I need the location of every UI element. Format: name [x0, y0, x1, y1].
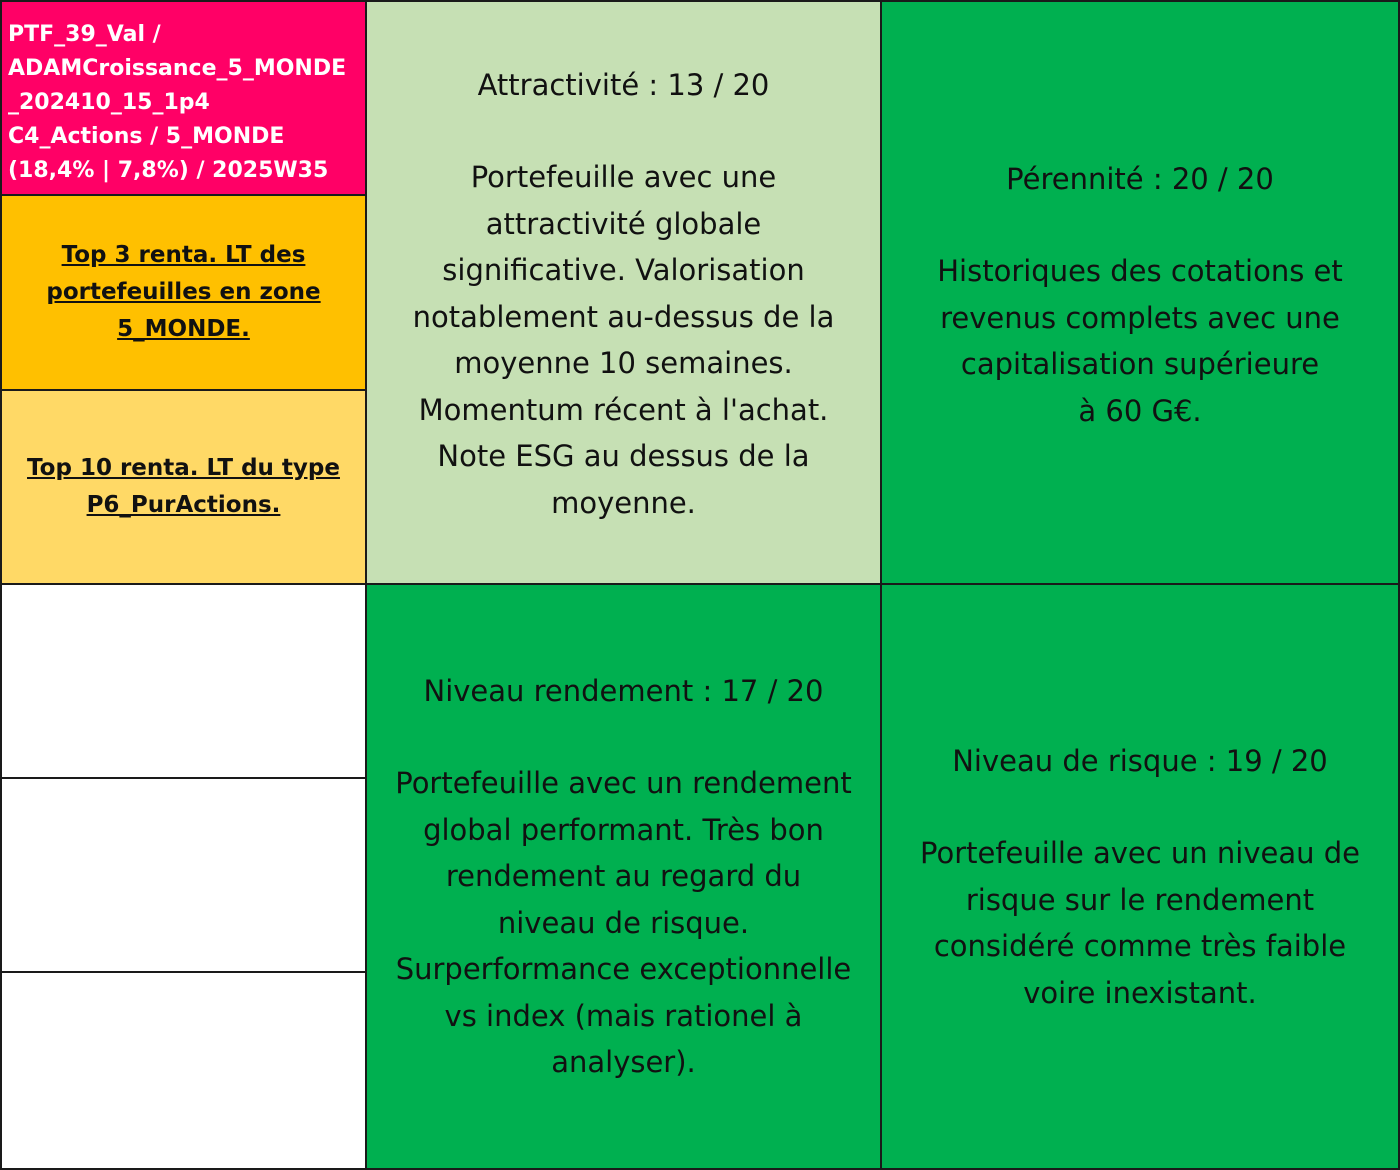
description-line: moyenne. — [551, 485, 696, 520]
description-line: global performant. Très bon — [423, 812, 824, 847]
portfolio-id-line: _202410_15_1p4 — [8, 90, 210, 115]
top3-ranking-cell — [2, 196, 365, 389]
description-line: risque sur le rendement — [965, 882, 1315, 917]
risque-cell — [882, 585, 1398, 1168]
perennite-score: Pérennité : 20 / 20 — [1006, 162, 1274, 196]
description-line: moyenne 10 semaines. — [454, 346, 793, 380]
description-line: Portefeuille avec un niveau de — [920, 836, 1360, 870]
description-line: capitalisation supérieure — [960, 347, 1320, 381]
perennite-cell — [882, 2, 1398, 583]
top3-ranking-line: 5_MONDE. — [117, 316, 250, 342]
description-line: Portefeuille avec une — [470, 160, 777, 194]
top10-ranking-line: Top 10 renta. LT du type — [27, 455, 340, 481]
description-line: analyser). — [551, 1045, 696, 1079]
description-line: Momentum récent à l'achat. — [418, 392, 829, 427]
description-line: vs index (mais rationel à — [444, 998, 803, 1033]
top10-ranking-cell — [2, 391, 365, 583]
risque-description — [920, 830, 1360, 1016]
top3-ranking-line: portefeuilles en zone — [46, 279, 321, 305]
portfolio-id-line: (18,4% | 7,8%) / 2025W35 — [8, 158, 329, 183]
description-line: notablement au-dessus de la — [412, 299, 835, 334]
portfolio-id-line: PTF_39_Val / — [8, 22, 161, 47]
attractivite-cell — [367, 2, 880, 583]
rendement-cell — [367, 585, 880, 1168]
description-line: voire inexistant. — [1023, 975, 1257, 1010]
description-line: Surperformance exceptionnelle — [395, 952, 852, 986]
empty-cell — [2, 779, 365, 971]
perennite-description — [937, 248, 1343, 434]
description-line: considéré comme très faible — [933, 929, 1347, 963]
risque-score: Niveau de risque : 19 / 20 — [952, 744, 1328, 778]
description-line: significative. Valorisation — [442, 253, 805, 287]
description-line: rendement au regard du — [445, 859, 802, 893]
attractivite-description — [413, 154, 835, 526]
rendement-description — [395, 760, 852, 1086]
portfolio-id-cell — [2, 2, 365, 194]
description-line: Note ESG au dessus de la — [437, 439, 810, 473]
description-line: Historiques des cotations et — [937, 254, 1343, 288]
description-line: niveau de risque. — [497, 905, 750, 940]
description-line: à 60 G€. — [1078, 393, 1202, 428]
description-line: Portefeuille avec un rendement — [395, 766, 852, 800]
top3-ranking-line: Top 3 renta. LT des — [61, 242, 306, 268]
portfolio-id-line: C4_Actions / 5_MONDE — [8, 124, 285, 149]
attractivite-score: Attractivité : 13 / 20 — [477, 68, 770, 102]
top10-ranking-line: P6_PurActions. — [86, 492, 281, 518]
empty-cell — [2, 585, 365, 777]
empty-cell — [2, 973, 365, 1168]
description-line: attractivité globale — [485, 206, 762, 241]
portfolio-id-line: ADAMCroissance_5_MONDE — [8, 56, 347, 81]
description-line: revenus complets avec une — [940, 300, 1340, 335]
rendement-score: Niveau rendement : 17 / 20 — [423, 674, 824, 708]
